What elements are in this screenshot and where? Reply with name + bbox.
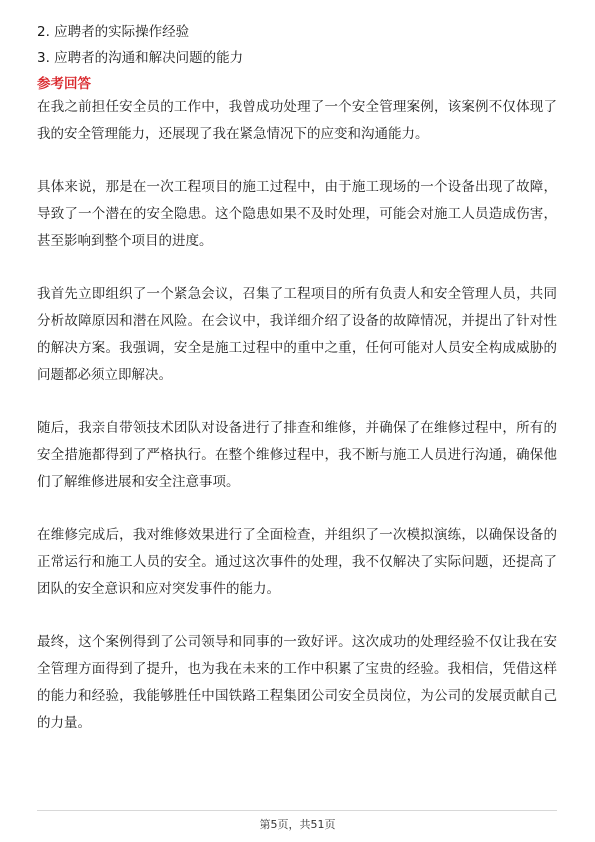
paragraph-intro: 在我之前担任安全员的工作中，我曾成功处理了一个安全管理案例，该案例不仅体现了我的安全管理能力，还展现了我在紧急情况下的应变和沟通能力。 (37, 99, 557, 142)
paragraph-inspection: 在维修完成后，我对维修效果进行了全面检查，并组织了一次模拟演练，以确保设备的正常运行和施工人员的安全。通过这次事件的处理，我不仅解决了实际问题，还提高了团队的安全意识和应对突发事件的能力。 (37, 527, 557, 597)
paragraph-situation: 具体来说，那是在一次工程项目的施工过程中，由于施工现场的一个设备出现了故障，导致了一个潜在的安全隐患。这个隐患如果不及时处理，可能会对施工人员造成伤害，甚至影响到整个项目的进度。 (37, 179, 557, 249)
answer-heading: 参考回答 (37, 76, 91, 92)
paragraph-conclusion: 最终，这个案例得到了公司领导和同事的一致好评。这次成功的处理经验不仅让我在安全管理方面得到了提升，也为我在未来的工作中积累了宝贵的经验。我相信，凭借这样的能力和经验，我能够胜任中国铁路工程集团公司安全员岗位，为公司的发展贡献自己的力量。 (37, 634, 557, 731)
paragraph-repair: 随后，我亲自带领技术团队对设备进行了排查和维修，并确保了在维修过程中，所有的安全措施都得到了严格执行。在整个维修过程中，我不断与施工人员进行沟通，确保他们了解维修进展和安全注意事项。 (37, 420, 557, 490)
list-item-3: 3. 应聘者的沟通和解决问题的能力 (37, 50, 244, 66)
page-number: 第5页，共51页 (259, 818, 336, 831)
page-content (37, 20, 557, 737)
paragraph-meeting: 我首先立即组织了一个紧急会议，召集了工程项目的所有负责人和安全管理人员，共同分析故障原因和潜在风险。在会议中，我详细介绍了设备的故障情况，并提出了针对性的解决方案。我强调，安全是施工过程中的重中之重，任何可能对人员安全构成威胁的问题都必须立即解决。 (37, 286, 557, 383)
footer-divider (37, 810, 557, 811)
list-item-2: 2. 应聘者的实际操作经验 (37, 24, 190, 40)
